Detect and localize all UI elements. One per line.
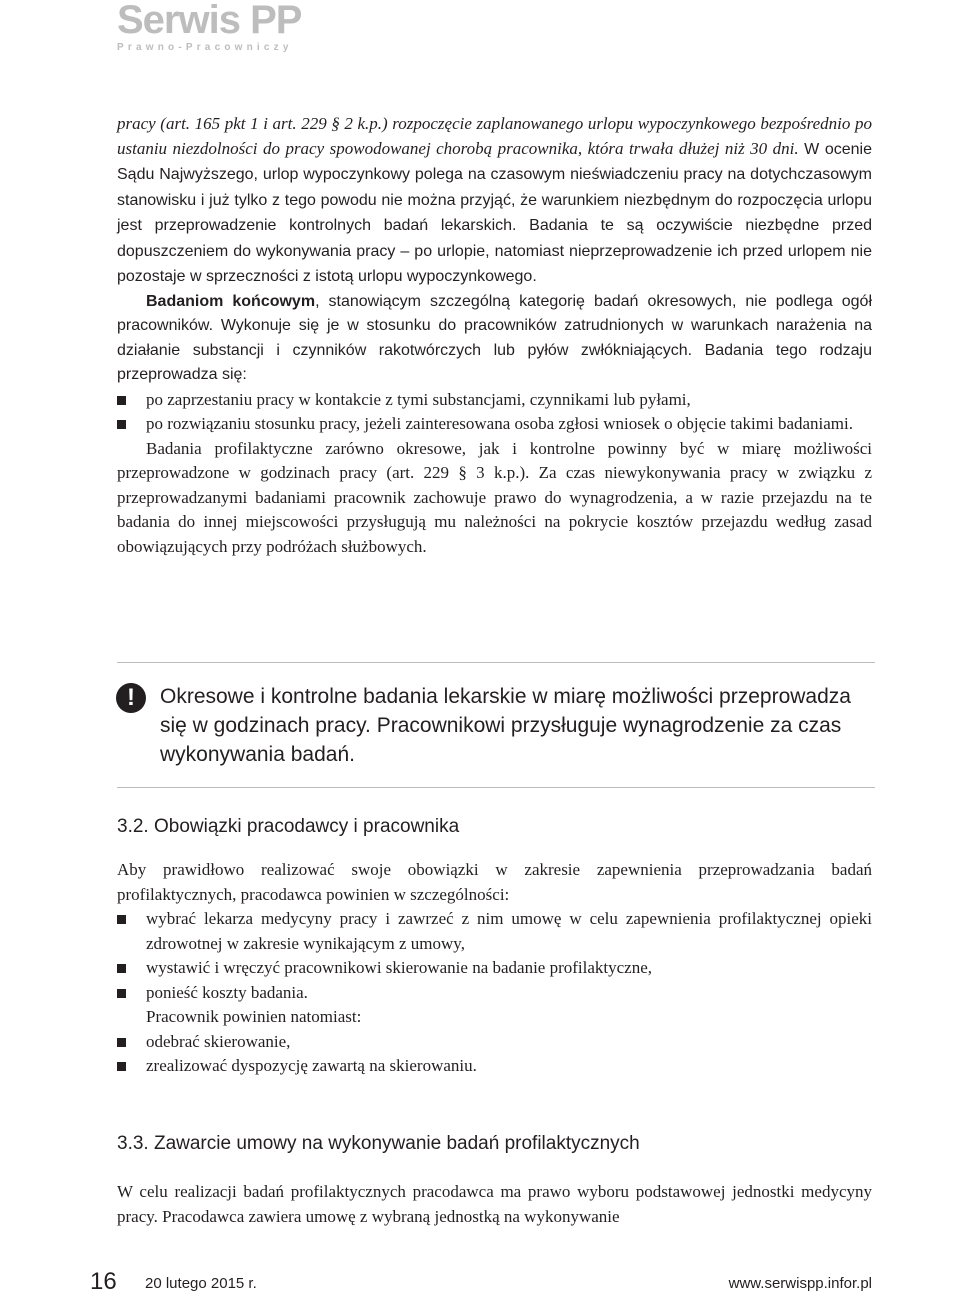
paragraph-working-hours: Badania profilaktyczne zarówno okresowe, jak i kontrolne powinny być w miarę możliwości przeprowadzone w godzinach pracy (art. 229 § 3 k.p.). Za czas niewykonywania pracy w związku z przeprowadzanymi badaniami pracownik zachowuje prawo do wynagrodzenia, a w razie przejazdu na te badania do innej miejscowości przysługują mu należności na pokrycie kosztów przejazdu według zasad obowiązujących przy podróżach służbowych. xyxy=(117,438,872,556)
bullet-list-final-exams xyxy=(117,388,872,437)
page-number: 16 xyxy=(90,1268,117,1295)
square-bullet-icon xyxy=(117,420,126,429)
paragraph-final-exams xyxy=(117,290,872,388)
paragraph-intro: Aby prawidłowo realizować swoje obowiązki w zakresie zapewnienia przeprowadzania badań profilaktycznych, pracodawca powinien w szczególności: xyxy=(117,860,872,904)
paragraph-text: , stanowiącym szczególną kategorię badań okresowych, nie podlega ogół pracowników. Wykonuje się je w stosunku do pracowników zatrudnionych w warunkach narażenia na działanie substancji i czynników rakotwórczych lub pyłów zwłókniających. Badania tego rodzaju przeprowadza się: xyxy=(117,292,872,383)
bullet-list-employee xyxy=(117,1030,872,1079)
list-item: odebrać skierowanie, xyxy=(117,1030,872,1055)
website-link[interactable]: www.serwispp.infor.pl xyxy=(728,1275,872,1292)
divider-top xyxy=(117,662,875,663)
square-bullet-icon xyxy=(117,915,126,924)
bullet-list-employer xyxy=(117,907,872,1005)
section-3-2-body xyxy=(117,858,872,1079)
publication-logo xyxy=(117,0,301,54)
list-item: po rozwiązaniu stosunku pracy, jeżeli zainteresowana osoba zgłosi wniosek o objęcie takimi badaniami. xyxy=(117,412,872,437)
issue-date: 20 lutego 2015 r. xyxy=(145,1275,257,1292)
square-bullet-icon xyxy=(117,396,126,405)
section-3-3-body xyxy=(117,1180,872,1229)
list-item: wystawić i wręczyć pracownikowi skierowanie na badanie profilaktyczne, xyxy=(117,956,872,981)
italic-quote: pracy (art. 165 pkt 1 i art. 229 § 2 k.p.) rozpoczęcie zaplanowanego urlopu wypoczynkowego bezpośrednio po ustaniu niezdolności do pracy spowodowanej chorobą pracownika, która trwała dłużej niż 30 dni. xyxy=(117,114,872,158)
section-heading-3-3: 3.3. Zawarcie umowy na wykonywanie badań profilaktycznych xyxy=(117,1133,640,1154)
list-item: ponieść koszty badania. xyxy=(117,981,872,1006)
square-bullet-icon xyxy=(117,989,126,998)
square-bullet-icon xyxy=(117,964,126,973)
section-heading-3-2: 3.2. Obowiązki pracodawcy i pracownika xyxy=(117,816,460,837)
paragraph-supreme-court xyxy=(117,112,872,290)
list-item: po zaprzestaniu pracy w kontakcie z tymi substancjami, czynnikami lub pyłami, xyxy=(117,388,872,413)
note-callout-text: Okresowe i kontrolne badania lekarskie w miarę możliwości przeprowadza się w godzinach pracy. Pracownikowi przysługuje wynagrodzenie za czas wykonywania badań. xyxy=(160,685,851,766)
section-continuation xyxy=(117,112,872,559)
exclamation-icon: ! xyxy=(116,683,146,713)
square-bullet-icon xyxy=(117,1062,126,1071)
logo-subtitle: Prawno-Pracowniczy xyxy=(117,42,293,53)
divider-bottom xyxy=(117,787,875,788)
square-bullet-icon xyxy=(117,1038,126,1047)
list-item: wybrać lekarza medycyny pracy i zawrzeć z nim umowę w celu zapewnienia profilaktycznej opieki zdrowotnej w zakresie wynikającym z umowy, xyxy=(117,907,872,956)
bold-term: Badaniom końcowym xyxy=(146,292,316,310)
paragraph-text: W celu realizacji badań profilaktycznych pracodawca ma prawo wyboru podstawowej jednostki medycyny pracy. Pracodawca zawiera umowę z wybraną jednostką na wykonywanie xyxy=(117,1182,872,1226)
paragraph-text: W ocenie Sądu Najwyższego, urlop wypoczynkowy polega na czasowym nieświadczeniu pracy na dotychczasowym stanowisku i już tylko z tego powodu nie można przyjąć, że warunkiem niezbędnym do rozpoczęcia urlopu jest przeprowadzenie kontrolnych badań lekarskich. Badania te są oczywiście niezbędne przed dopuszczeniem do wykonywania pracy – po urlopie, natomiast nieprzeprowadzenie ich przed urlopem nie pozostaje w sprzeczności z istotą urlopu wypoczynkowego. xyxy=(117,140,873,285)
logo-title: Serwis PP xyxy=(117,0,302,42)
employee-intro: Pracownik powinien natomiast: xyxy=(146,1007,362,1026)
list-item: zrealizować dyspozycję zawartą na skierowaniu. xyxy=(117,1054,872,1079)
